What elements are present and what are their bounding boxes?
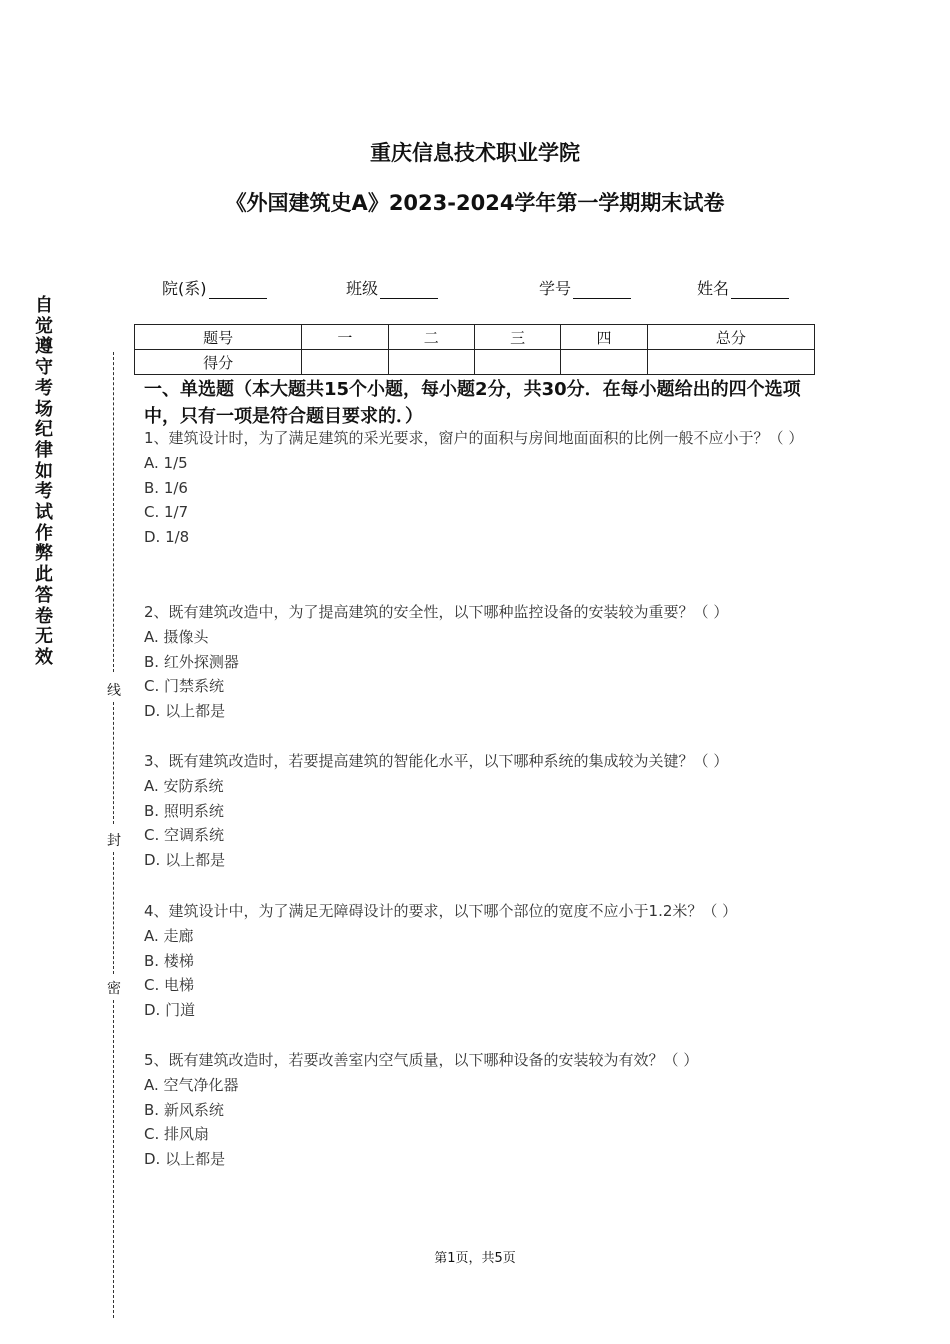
score-cell: 三 [474, 325, 560, 350]
question-stem: 4、建筑设计中，为了满足无障碍设计的要求，以下哪个部位的宽度不应小于1.2米？（ ） [144, 902, 738, 920]
info-label-name: 姓名 [697, 279, 730, 298]
question-option[interactable]: B. 照明系统 [144, 801, 224, 820]
question-option[interactable]: C. 空调系统 [144, 826, 225, 845]
score-input-cell[interactable] [474, 350, 560, 375]
score-cell: 一 [302, 325, 388, 350]
fill-line [209, 282, 267, 299]
question-1 [144, 426, 814, 550]
question-option[interactable]: A. 安防系统 [144, 776, 224, 795]
info-label-department: 院(系) [162, 279, 207, 298]
score-table-score-row [135, 350, 815, 375]
question-option[interactable]: A. 走廊 [144, 926, 194, 945]
info-field-class [346, 276, 438, 299]
fill-line [573, 282, 631, 299]
score-input-cell[interactable] [388, 350, 474, 375]
section-heading: 一、单选题（本大题共15个小题，每小题2分，共30分．在每小题给出的四个选项中，只有一项是符合题目要求的．） [144, 379, 801, 427]
question-option[interactable]: A. 1/5 [144, 453, 188, 472]
question-option[interactable]: A. 摄像头 [144, 627, 209, 646]
fill-line [380, 282, 438, 299]
question-stem: 1、建筑设计时，为了满足建筑的采光要求，窗户的面积与房间地面面积的比例一般不应小于？（ ） [144, 429, 804, 447]
score-input-cell[interactable] [647, 350, 814, 375]
score-cell: 四 [561, 325, 647, 350]
question-option[interactable]: B. 新风系统 [144, 1100, 224, 1119]
score-cell: 二 [388, 325, 474, 350]
question-option[interactable]: B. 楼梯 [144, 951, 194, 970]
question-option[interactable]: D. 以上都是 [144, 702, 226, 721]
score-cell: 题号 [135, 325, 302, 350]
seal-line-char: 线 [106, 680, 122, 700]
page-footer: 第1页，共5页 [434, 1251, 516, 1266]
question-option[interactable]: D. 1/8 [144, 528, 190, 547]
score-cell: 总分 [647, 325, 814, 350]
question-option[interactable]: B. 红外探测器 [144, 652, 239, 671]
school-name: 重庆信息技术职业学院 [370, 141, 580, 165]
info-field-student-id [539, 276, 631, 299]
seal-dashed-line [113, 1000, 114, 1318]
question-option[interactable]: B. 1/6 [144, 478, 188, 497]
score-cell: 得分 [135, 350, 302, 375]
question-2 [144, 600, 814, 724]
question-stem: 5、既有建筑改造时，若要改善室内空气质量，以下哪种设备的安装较为有效？（ ） [144, 1051, 699, 1069]
exam-discipline-warning: 自觉遵守考场纪律如考试作弊此答卷无效 [35, 295, 53, 668]
question-option[interactable]: C. 电梯 [144, 976, 195, 995]
question-stem: 2、既有建筑改造中，为了提高建筑的安全性，以下哪种监控设备的安装较为重要？（ ） [144, 603, 729, 621]
score-table-header-row [135, 325, 815, 350]
question-option[interactable]: D. 以上都是 [144, 1150, 226, 1169]
question-option[interactable]: A. 空气净化器 [144, 1075, 239, 1094]
question-stem: 3、既有建筑改造时，若要提高建筑的智能化水平，以下哪种系统的集成较为关键？（ ） [144, 752, 729, 770]
seal-dashed-line [113, 702, 114, 824]
question-option[interactable]: C. 门禁系统 [144, 677, 225, 696]
question-option[interactable]: D. 以上都是 [144, 851, 226, 870]
score-table [134, 324, 815, 375]
score-input-cell[interactable] [302, 350, 388, 375]
question-4 [144, 899, 814, 1023]
exam-title: 《外国建筑史A》2023-2024学年第一学期期末试卷 [225, 191, 725, 215]
question-5 [144, 1048, 814, 1172]
seal-line-char: 封 [106, 830, 122, 850]
info-label-class: 班级 [346, 279, 379, 298]
seal-dashed-line [113, 352, 114, 672]
info-field-department [162, 276, 267, 299]
question-option[interactable]: D. 门道 [144, 1001, 196, 1020]
seal-dashed-line [113, 852, 114, 974]
question-option[interactable]: C. 排风扇 [144, 1125, 210, 1144]
seal-line-char: 密 [106, 978, 122, 998]
score-input-cell[interactable] [561, 350, 647, 375]
fill-line [731, 282, 789, 299]
question-option[interactable]: C. 1/7 [144, 503, 189, 522]
question-3 [144, 749, 814, 873]
info-label-student-id: 学号 [539, 279, 572, 298]
info-field-name [697, 276, 789, 299]
